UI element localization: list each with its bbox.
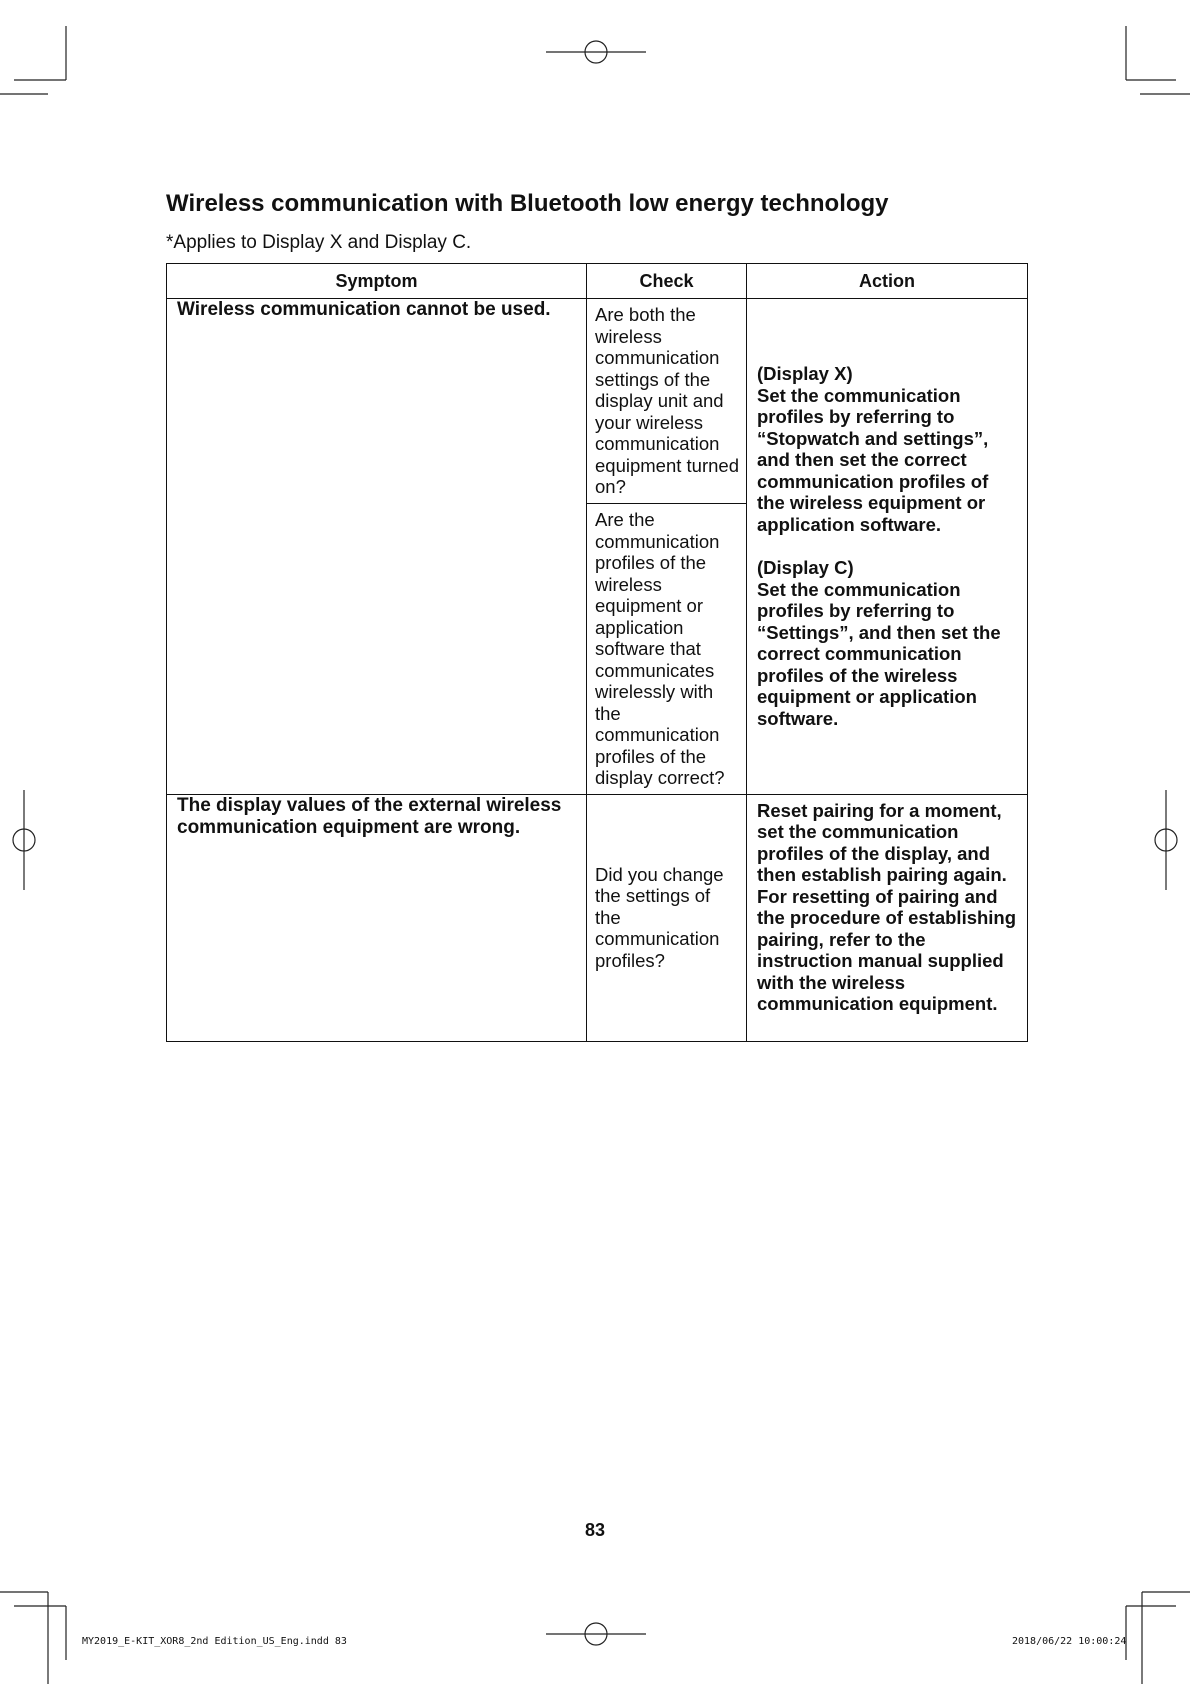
check-cell: Did you change the settings of the communication profiles? [587,794,747,1041]
date-slug: 2018/06/22 10:00:24 [1012,1636,1127,1647]
action-cell [747,299,1028,795]
symptom-cell: Wireless communication cannot be used. [167,299,587,795]
action-display-c-label: (Display C) [757,557,854,579]
page-number: 83 [584,1520,606,1540]
troubleshooting-table [166,263,1028,1042]
header-check: Check [587,264,747,299]
file-slug: MY2019_E-KIT_XOR8_2nd Edition_US_Eng.indd 83 [82,1636,347,1647]
action-display-x-label: (Display X) [757,363,853,385]
table-row [167,794,1028,1041]
check-cell: Are both the wireless communication settings of the display unit and your wireless communication equipment turned on? [587,299,747,504]
header-action: Action [747,264,1028,299]
symptom-cell: The display values of the external wireless communication equipment are wrong. [167,794,587,1041]
action-paragraph: For resetting of pairing and the procedure of establishing pairing, refer to the instruction manual supplied with the wireless communication equipment. [757,885,1017,1014]
action-paragraph: Reset pairing for a moment, set the communication profiles of the display, and then establish pairing again. [757,799,1007,885]
action-display-x-text: Set the communication profiles by referring to “Stopwatch and settings”, and then set the correct communication profiles of the wireless equipment or application software. [757,384,989,535]
action-display-c-text: Set the communication profiles by referring to “Settings”, and then set the correct communication profiles of the wireless equipment or application software. [757,578,1001,729]
header-symptom: Symptom [167,264,587,299]
action-cell [747,794,1028,1041]
table-header-row [167,264,1028,299]
check-cell: Are the communication profiles of the wireless equipment or application software that communicates wirelessly with the communication profiles of the display correct? [587,504,747,795]
section-title: Wireless communication with Bluetooth low energy technology [166,190,889,217]
section-subtitle: *Applies to Display X and Display C. [166,232,472,253]
table-row [167,299,1028,504]
